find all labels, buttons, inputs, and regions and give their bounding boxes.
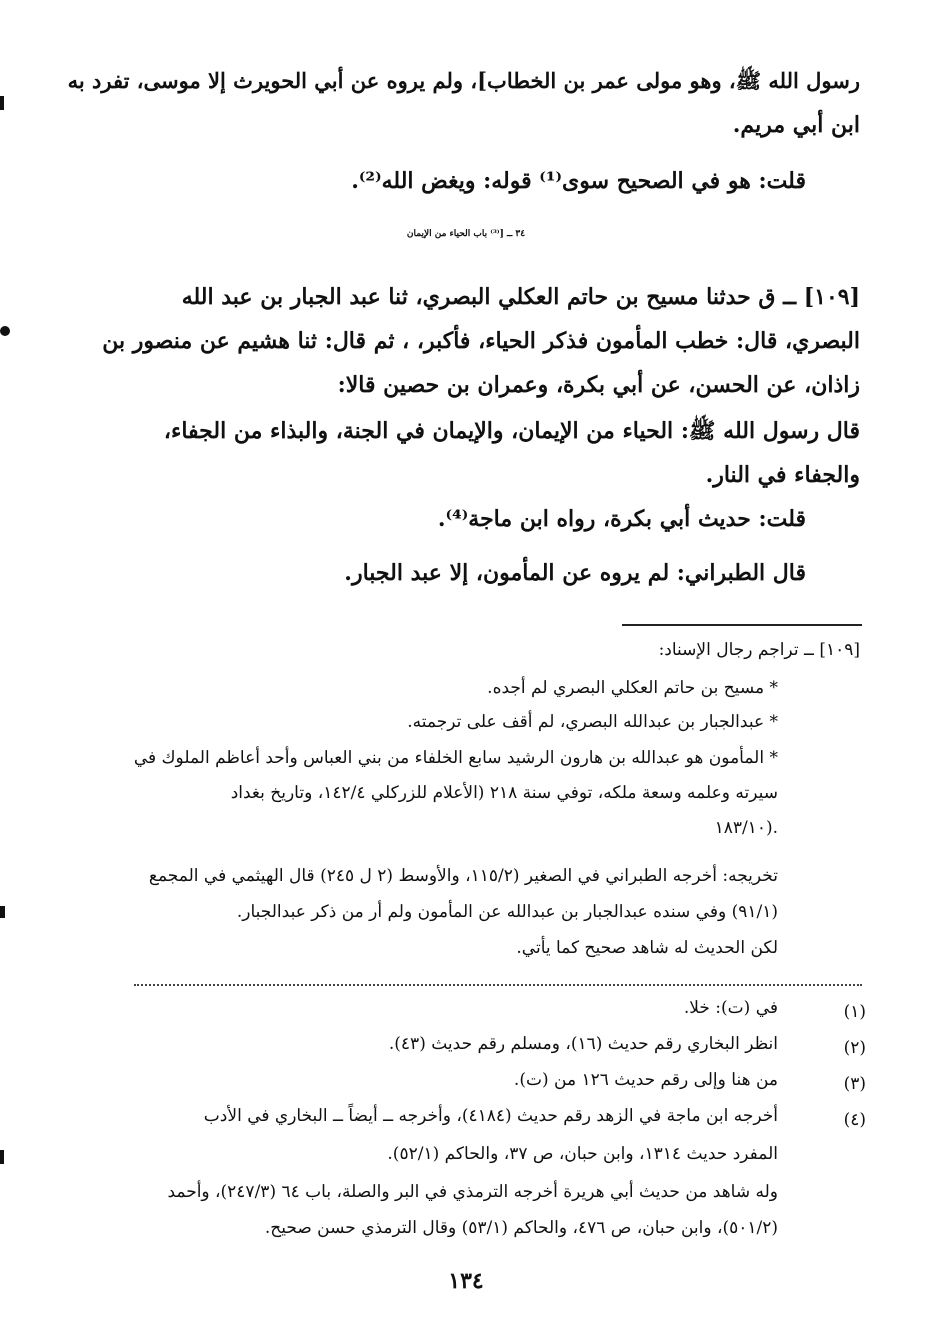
note-bullet-1: * مسيح بن حاتم العكلي البصري لم أجده. bbox=[487, 678, 778, 698]
intro-line-1: رسول الله ﷺ، وهو مولى عمر بن الخطاب]، ولم يروه عن أبي الحويرث إلا موسى، تفرد به bbox=[67, 68, 860, 93]
hadith-109-line-3: زاذان، عن الحسن، عن أبي بكرة، وعمران بن حصين قالا: bbox=[337, 372, 860, 398]
matn-line-2: والجفاء في النار. bbox=[705, 462, 860, 488]
scan-mark bbox=[0, 326, 10, 336]
scan-mark bbox=[0, 96, 4, 110]
note-bullet-3-line-1: * المأمون هو عبدالله بن هارون الرشيد سابع الخلفاء من بني العباس وأحد أعاظم الملوك في bbox=[133, 748, 778, 768]
footnote-4-line-3: وله شاهد من حديث أبي هريرة أخرجه الترمذي في البر والصلة، باب ٦٤ (٢٤٧/٣)، وأحمد bbox=[167, 1182, 778, 1202]
footnote-3-text: من هنا وإلى رقم حديث ١٢٦ من (ت). bbox=[513, 1070, 778, 1090]
footnote-4-line-1: أخرجه ابن ماجة في الزهد رقم حديث (٤١٨٤)، وأخرجه ــ أيضاً ــ البخاري في الأدب bbox=[203, 1106, 778, 1126]
qultu-line-2: قلت: حديث أبي بكرة، رواه ابن ماجة⁽⁴⁾. bbox=[437, 506, 806, 532]
note-bullet-3-line-3: ١٨٣/١٠). bbox=[714, 818, 778, 838]
footnote-number: (١) bbox=[843, 1002, 866, 1022]
footnote-4-line-2: المفرد حديث ١٣١٤، وابن حبان، ص ٣٧، والحاكم (٥٢/١). bbox=[387, 1144, 778, 1164]
hadith-109-line-1: [١٠٩] ــ ق حدثنا مسيح بن حاتم العكلي البصري، ثنا عبد الجبار بن عبد الله bbox=[181, 284, 860, 310]
scan-mark bbox=[0, 1150, 4, 1164]
note-bullet-2: * عبدالجبار بن عبدالله البصري، لم أقف على ترجمته. bbox=[407, 712, 778, 732]
notes-header: [١٠٩] ــ تراجم رجال الإسناد: bbox=[658, 640, 860, 660]
hadith-109-line-2: البصري، قال: خطب المأمون فذكر الحياء، فأكبر، ، ثم قال: ثنا هشيم عن منصور بن bbox=[102, 328, 860, 354]
takhrij-line-2: (٩١/١) وفي سنده عبدالجبار بن عبدالله عن المأمون ولم أر من ذكر عبدالجبار. bbox=[236, 902, 778, 922]
note-bullet-3-line-2: سيرته وعلمه وسعة ملكه، توفي سنة ٢١٨ (الأعلام للزركلي ١٤٢/٤، وتاريخ بغداد bbox=[230, 783, 778, 803]
tabarani-line: قال الطبراني: لم يروه عن المأمون، إلا عبد الجبار. bbox=[344, 560, 806, 586]
footnote-2-text: انظر البخاري رقم حديث (١٦)، ومسلم رقم حديث (٤٣). bbox=[388, 1034, 778, 1054]
page-number: ١٣٤ bbox=[448, 1268, 484, 1294]
takhrij-line-1: تخريجه: أخرجه الطبراني في الصغير (١١٥/٢، والأوسط (٢ ل ٢٤٥) قال الهيثمي في المجمع bbox=[148, 866, 778, 886]
scan-mark bbox=[0, 906, 5, 918]
footnote-number: (٣) bbox=[843, 1074, 866, 1094]
footnote-number: (٤) bbox=[843, 1110, 866, 1130]
takhrij-line-3: لكن الحديث له شاهد صحيح كما يأتي. bbox=[516, 938, 778, 958]
matn-line-1: قال رسول الله ﷺ: الحياء من الإيمان، والإيمان في الجنة، والبذاء من الجفاء، bbox=[163, 418, 860, 444]
footnotes-separator bbox=[134, 984, 862, 986]
intro-line-2: ابن أبي مريم. bbox=[732, 112, 860, 138]
footnote-1-text: في (ت): خلا. bbox=[683, 998, 778, 1018]
qultu-line-1: قلت: هو في الصحيح سوى⁽¹⁾ قوله: ويغض الله⁽²⁾. bbox=[351, 168, 806, 194]
chapter-heading: ٣٤ ــ [⁽³⁾ باب الحياء من الإيمان bbox=[406, 229, 526, 239]
footnote-number: (٢) bbox=[843, 1038, 866, 1058]
footnote-4-line-4: (٥٠١/٢)، وابن حبان، ص ٤٧٦، والحاكم (٥٣/١) وقال الترمذي حسن صحيح. bbox=[264, 1218, 778, 1238]
notes-separator bbox=[622, 624, 862, 626]
